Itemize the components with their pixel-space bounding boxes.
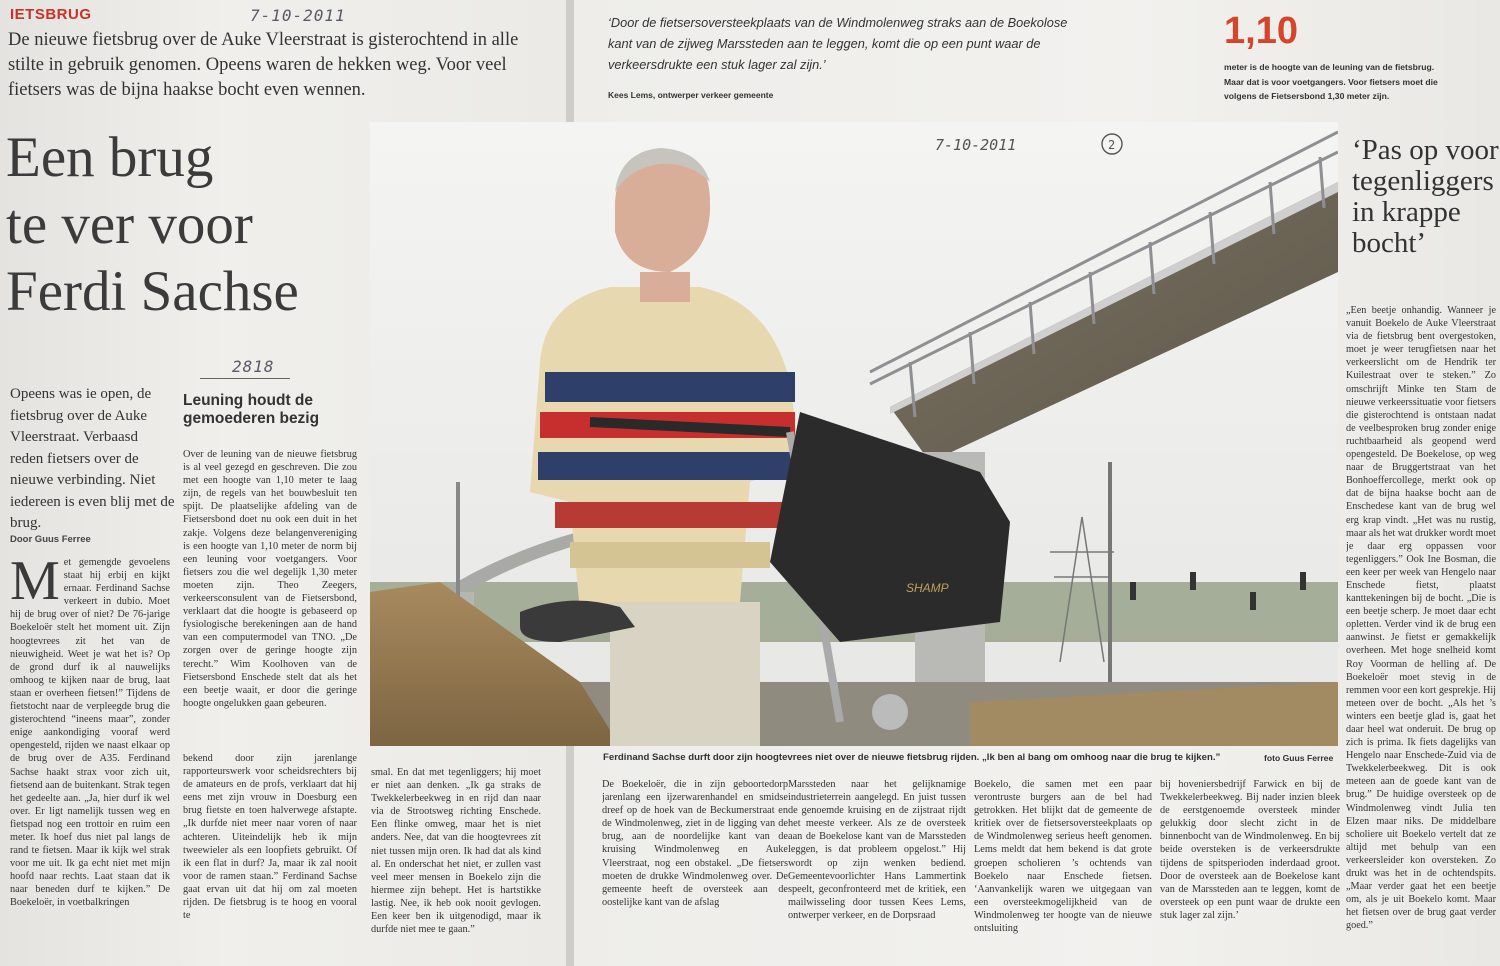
- side-article-headline: ‘Pas op voor tegenliggers in krappe bocht’: [1352, 134, 1499, 259]
- article-intro: De nieuwe fietsbrug over de Auke Vleerstraat is gisterochtend in alle stilte in gebruik genomen. Opeens waren de hekken weg. Voor veel fietsers was de bijna haakse bocht even wennen.: [8, 30, 519, 100]
- article-lead: Opeens was ie open, de fietsbrug over de Auke Vleerstraat. Verbaasd reden fietsers over de nieuwe verbinding. Niet iedereen is even blij met de brug.: [10, 386, 175, 531]
- stat-number: 1,10: [1224, 10, 1298, 52]
- body-column-5: Marssteden naar het gelijknamige industrieterrein aangelegd. En juist tussen de genoemde kruising en de zijstraat rijdt het meeste verkeer. Als ze de oversteek aan de Boekelose kant van de Marssteden leggen, is dat probleem opgelost.” Hij wordt op zijn wenken bediend. Gemeentevoorlichter Hans Lammertink speelt, geconfronteerd met de kritiek, een mailwisseling door tussen Kees Lems, ontwerper verkeer, en de Dorpsraad: [788, 779, 966, 921]
- bag-brand: SHAMP: [906, 581, 949, 595]
- pull-quote-attribution: Kees Lems, ontwerper verkeer gemeente: [608, 90, 774, 100]
- body-column-1-text: et gemengde gevoelens staat hij erbij en kijkt ernaar. Ferdinand Sachse verkeert in dubio. Moet hij de brug over of niet? De 76-jarige Boekeloër stelt het moment uit. Zijn hoogtevrees zit het van de nieuwigheid. Weet je wat het is? Op de grond durf ik al nauwelijks omhoog te kijken naar de brug, laat staan er overheen fietsen!” Tijdens de fietstocht naar de verpleegde brug die gisterochtend “ineens maar”, zonder enige aankondiging vooraf werd opengesteld, rijden we naast elkaar op de brug over de A35. Ferdinand Sachse haakt strax voor zich uit, fietsend aan de buitenkant. Strak tegen het gedeelte aan. „Ja, hier durf ik wel over. Er ligt namelijk tussen weg en fietspad nog een trottoir en ruim een meter. Ik hoef dus niet pal langs de rand te fietsen. Maar ik kijk wel strak voor me uit. Ik ga echt niet met mijn hoofd naar rechts. Laat staan dat ik naar beneden durf te kijken.” De Boekeloër, in voetbalkringen: [10, 557, 170, 909]
- photo-caption: Ferdinand Sachse durft door zijn hoogtevrees niet over de nieuwe fietsbrug rijden. „Ik ben al bang om omhoog naar die brug te kijken.”: [603, 752, 1221, 763]
- handwritten-underline: [200, 378, 290, 379]
- spacer: [574, 766, 575, 767]
- body-column-3: smal. En dat met tegenliggers; hij moet er niet aan denken. „Ik ga straks de Twekkelerbeekweg in en rijd dan naar via de Strootsweg richting Enschede. Een flinke omweg, maar het is niet anders. Nee, dat van die hoogtevrees zit niet tussen mijn oren. Ik had dat als kind al. En onderschat het niet, er zullen vast veel meer mensen in Boekelo zijn die hiermee zijn behept. Het is hartstikke lastig. Nee, ik heb ook nooit gevlogen. Een keer ben ik uitgenodigd, maar ik durfde niet mee te gaan.”: [371, 767, 541, 936]
- drop-cap: M: [10, 556, 60, 612]
- handwritten-date-photo: 7-10-2011: [935, 136, 1017, 154]
- article-photo: [370, 122, 1338, 746]
- box-subhead: Leuning houdt de gemoederen bezig: [183, 392, 320, 427]
- section-tag: IETSBRUG: [10, 6, 92, 23]
- handwritten-circle-number: 2: [1108, 138, 1116, 152]
- body-column-6: Boekelo, die samen met een paar verontruste burgers aan de bel had getrokken. Het blijkt dat de gemeente de kritiek over de fietsersoversteekplaats op de Windmolenweg serieus heeft genomen. Lems meldt dat hem bekend is dat grote groepen scholieren ’s ochtends van Boekelo naar Enschede fietsen. ‘Aanvankelijk waren we uitgegaan van een oversteekmogelijkheid van de Windmolenweg ter hoogte van de nieuwe ontsluiting: [974, 779, 1152, 935]
- body-column-4: De Boekeloër, die in zijn geboortedorp jarenlang een ijzerwarenhandel en smidse dreef op de hoek van de Beckumerstraat en de Windmolenweg, ziet in de ligging van de brug, aan de noordelijke kant van de kruising Windmolenweg en Auke Vleerstraat, nog een obstakel. „De fietsers moeten de drukke Windmolenweg over. De gemeente heeft de oversteek aan de oostelijke kant van de afslag: [602, 779, 788, 908]
- body-column-1: [10, 556, 170, 960]
- side-article-body: „Een beetje onhandig. Wanneer je vanuit Boekelo de Auke Vleerstraat via de fietsbrug bent overgestoken, moet je weer terugfietsen naar het verkeerslicht om de Hendrik ter Kuilestraat over te steken.” Zo omschrijft Minke ten Stam de nieuwe verkeerssituatie voor fietsers die gisterochtend is ontstaan nadat de veelbesproken brug zonder enige ruchtbaarheid als geopend werd opengesteld. De Boekelose, op weg naar de Bruggertstraat van het Bonhoeffercollege, merkt ook op dat de bijna haakse bocht aan de Enschedese kant van de brug wel erg krap vindt. „Het was nu rustig, maar als het wat drukker wordt moet je daar erg oppassen voor tegenliggers.” Ook Ine Bosman, die een keer per week van Hengelo naar Enschede fietst, plaatst kanttekeningen bij de bocht. „Die is een beetje scherp. Je moet daar echt opletten. Verder vind ik de brug een aanwinst. Je fietst er gemakkelijk overheen. Met hoge snelheid komt Roy Voorman de helling af. De Boekeloër moet stevig in de remmen voor een kort gesprekje. Hij meteen over de bocht. „Als het ’s winters een beetje glad is, gaat het daar heel wat onderuit. De brug op zich is prima. Ik fiets dagelijks van Hengelo naar Enschede-Zuid via de Twekkelerbeekweg. Dit is ook meteen aan de goede kant van de brug.” De huidige oversteek op de Windmolenweg vindt Julia ten Elzen maar niks. De middelbare scholiere uit Boekelo vertelt dat ze altijd met behulp van een verkeersleider kon oversteken. Zo drukt was het in de ochtendspits. „Maar verder gaat het een beetje om, als je uit Boekelo komt. Maar het fietsen over de brug gaat verder goed.”: [1346, 305, 1496, 932]
- box-body: Over de leuning van de nieuwe fietsbrug is al veel gezegd en geschreven. Die zou met een hoogte van 1,10 meter te laag zijn, de regels van het bouwbesluit ten spijt. De plaatselijke afdeling van de Fietsersbond doet nu ook een duit in het zakje. Volgens deze belangenvereniging is een hoogte van 1,10 meter de norm bij een leuning voor voetgangers. Voor fietsers zou die wel degelijk 1,30 meter moeten zijn. Theo Zeegers, verkeersconsulent van de Fietsersbond, verklaart dat die hoogte is gebaseerd op fysiologische berekeningen aan de hand van een computermodel van TNO. „De zorgen over de geringe hoogte zijn terecht.” Wim Koolhoven van de Fietsersbond Enschede stelt dat als het een beetje waait, er door die geringe hoogte ongelukken gaan gebeuren.: [183, 449, 357, 709]
- body-column-2: bekend door zijn jarenlange rapporteurswerk voor scheidsrechters bij de amateurs en de profs, verklaart dat hij eens met zijn vrouw in Doesburg een brug fietste en toen halverwege afstapte. „Ik durfde niet meer naar voren of naar achteren. Uiteindelijk heb ik mijn tweewieler als een loopfiets gebruikt. Of ik een flat in durf? Ja, maar ik zal nooit voor de ramen staan.” Ferdinand Sachse gaat ervan uit dat hij om zal moeten rijden. De fietsbrug is te hoog en vooral te: [183, 753, 357, 922]
- pull-quote: ‘Door de fietsersoversteekplaats van de Windmolenweg straks aan de Boekolose kant van de zijweg Marssteden aan te leggen, komt die op een punt waar de verkeersdrukte een stuk lager zal zijn.’: [608, 15, 1068, 72]
- article-byline: Door Guus Ferree: [10, 534, 91, 545]
- body-column-7: bij hoveniersbedrijf Farwick en bij de Twekkelerbeekweg. Bij nader inzien bleek de eerstgenoemde oversteek minder gelukkig door slecht zicht in de binnenbocht van de Windmolenweg. En bij beide oversteken is de verkeersdrukte tijdens de spitsperioden inderdaad groot. Door de oversteek aan de Boekelose kant van de Marssteden aan te leggen, komt de oversteek op een punt waar de drukte een stuk lager zal zijn.’: [1160, 779, 1340, 921]
- photo-illustration: [370, 122, 1338, 746]
- handwritten-number: 2818: [232, 357, 275, 376]
- photo-credit: foto Guus Ferree: [1264, 753, 1334, 763]
- article-headline: Een brug te ver voor Ferdi Sachse: [6, 126, 299, 323]
- stat-description: meter is de hoogte van de leuning van de fietsbrug. Maar dat is voor voetgangers. Voor fietsers moet die volgens de Fietsersbond 1,30 meter zijn.: [1224, 62, 1438, 101]
- handwritten-date-left: 7-10-2011: [250, 6, 346, 25]
